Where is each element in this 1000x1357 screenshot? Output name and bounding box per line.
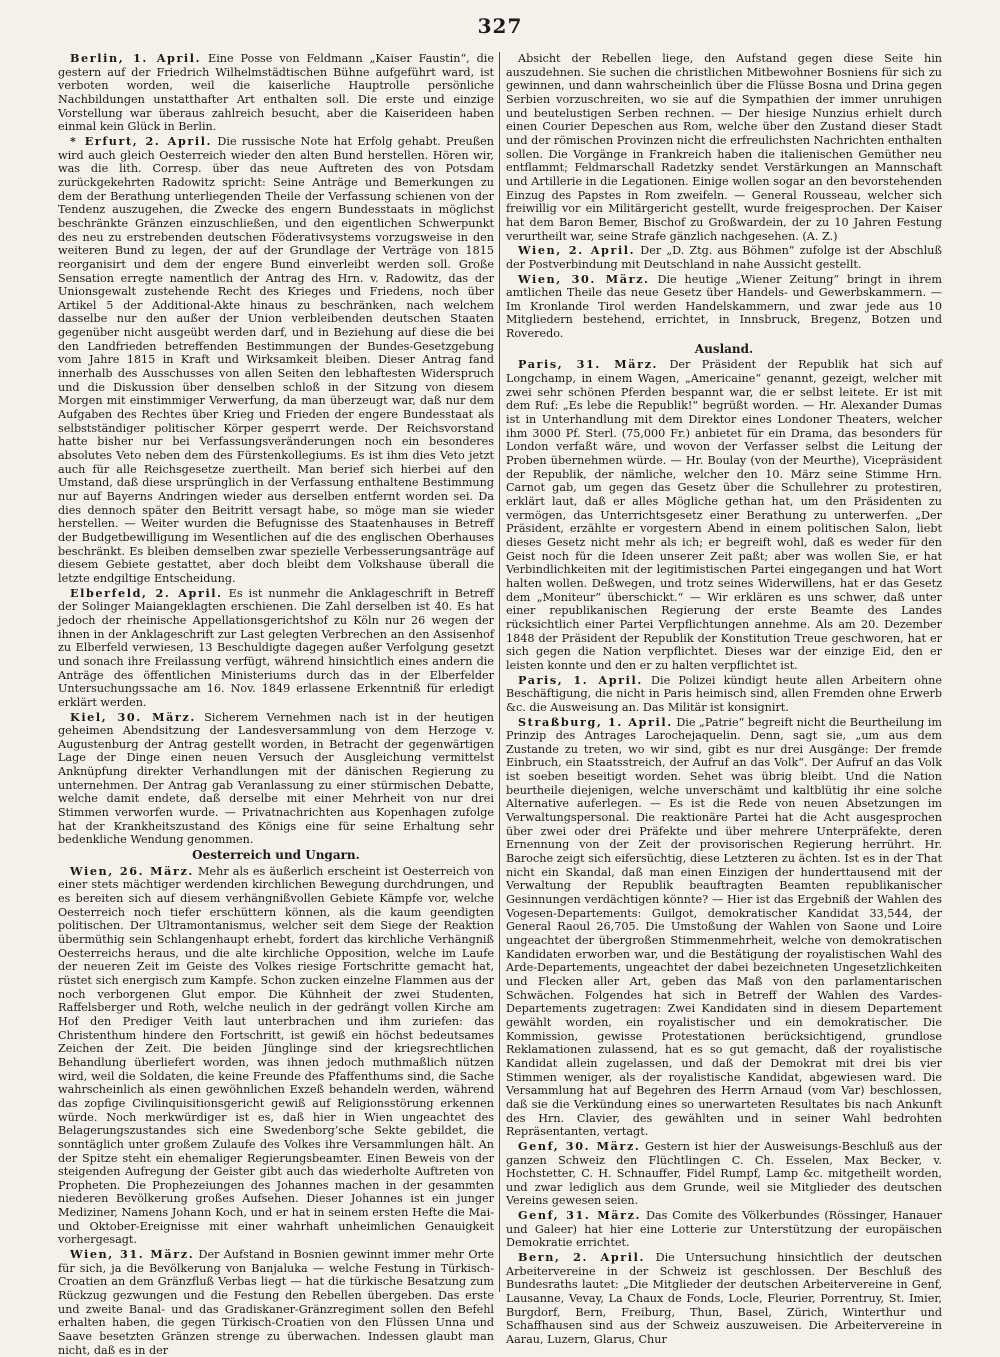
article-dateline: Paris, 31. März. [518, 357, 659, 372]
article [58, 711, 494, 848]
article [506, 674, 942, 715]
article-dateline: * Erfurt, 2. April. [70, 133, 213, 148]
article-text: Der „D. Ztg. aus Böhmen“ zufolge ist der Abschluß der Postverbindung mit Deutschland in nahe Aussicht gestellt. [506, 244, 942, 271]
article-dateline: Berlin, 1. April. [70, 51, 202, 65]
article [506, 273, 942, 341]
left-column [58, 51, 495, 1357]
article-text: Die russische Note hat Erfolg gehabt. Preußen wird auch gleich Oesterreich wieder den alten Bund herstellen. Hören wir, was die lith. Corresp. über das neue Auftreten des von Potsdam zurückgekehrten Radowitz spricht: Seine Anträge und Bemerkungen zu dem der Berathung unterliegenden Theile der Verfassung schienen von der Tendenz auszugehen, die Zwecke des engern Bundesstaats in möglichst beschränkte Gränzen einzuschließen, und den eigentlichen Schwerpunkt des neu zu erstrebenden deutschen Föderativsystems vorzugsweise in den weiteren Bund zu legen, der auf der Grundlage der Verträge von 1815 reorganisirt und dem der engere Bund einverleibt werden soll. Große Sensation erregte namentlich der Antrag des Hrn. v. Radowitz, das der Unionsgewalt zustehende Recht des Krieges und Friedens, noch über Artikel 5 der Additional-Akte hinaus zu beschränken, nach welchem dasselbe nur den außer der Union verbleibenden deutschen Staaten gegenüber nicht ausgeübt werden darf, und in Beziehung auf diese die bei den Landfrieden betreffenden Bestimmungen der Bundes-Gesetzgebung vom Jahre 1815 in Kraft und Wirksamkeit bleiben. Dieser Antrag fand innerhalb des Ausschusses von allen Seiten den lebhaftesten Widerspruch und die Diskussion über denselben schloß in der Sitzung von diesem Morgen mit einstimmiger Verwerfung, da man überzeugt war, daß nur dem Aufgaben des Rechtes über Krieg und Frieden der engere Bundesstaat als selbstständiger politischer Körper gesperrt werde. Der Reichsvorstand hatte bisher nur bei Verfassungsveränderungen noch ein besonderes absolutes Veto neben dem des Fürstenkollegiums. Es ist ihm dies Veto jetzt auch für alle Reichsgesetze zuertheilt. Man berief sich hierbei auf den Umstand, daß diese ursprünglich in der Verfassung enthaltene Bestimmung nur auf Bayerns Andringen wieder aus derselben entfernt worden sei. Da dies dennoch später den Beitritt versagt habe, so möge man sie wieder herstellen. — Weiter wurden die Befugnisse des Staatenhauses in Betreff der Budgetbewilligung im Wesentlichen auf die des englischen Oberhauses beschränkt. Es bleiben demselben zwar spezielle Verbesserungsanträge auf diesem Gebiete gestattet, aber doch bleibt dem Volkshause überall die letzte endgiltige Entscheidung. [58, 134, 495, 585]
article [58, 1248, 494, 1357]
article-dateline: Wien, 31. März. [70, 1247, 195, 1262]
article [506, 358, 942, 672]
article-dateline: Genf, 31. März. [518, 1208, 642, 1223]
page-number: 327 [477, 14, 523, 38]
article-text: Sicherem Vernehmen nach ist in der heutigen geheimen Abendsitzung der Landesversammlung von dem Herzoge v. Augustenburg der Antrag gestellt worden, in Betracht der gegenwärtigen Lage der Dinge einen neuen Versuch der Ausgleichung vermittelst Anknüpfung direkter Verhandlungen mit der dänischen Regierung zu unternehmen. Der Antrag gab Veranlassung zu einer stürmischen Debatte, welche damit endete, daß derselbe mit einer Mehrheit von nur drei Stimmen verworfen wurde. — Privatnachrichten aus Kopenhagen zufolge hat der Krankheitszustand des Königs eine für seine Erhaltung sehr bedenkliche Wendung genommen. [58, 710, 495, 847]
article-text: Absicht der Rebellen liege, den Aufstand gegen diese Seite hin auszudehnen. Sie suchen die christlichen Mitbewohner Bosniens für sich zu gewinnen, und dann wahrscheinlich über die Flüsse Bosna und Drina gegen Serbien vorzuschreiten, wo sie auf die Sympathien der immer unruhigen und beutelustigen Serben rechnen. — Der hiesige Nunzius erhielt durch einen Courier Depeschen aus Rom, welche über den Zustand dieser Stadt und der römischen Provinzen nicht die erfreulichsten Nachrichten enthalten sollen. Die Vorgänge in Frankreich haben die italienischen Gemüther neu entflammt; Feldmarschall Radetzky sendet Verstärkungen an Mannschaft und Artillerie in die Legationen. Einige wollen sogar an den bevorstehenden Einzug des Papstes in Rom zweifeln. — General Rousseau, welcher sich freiwillig vor ein Militärgericht gestellt, wurde freigesprochen. Der Kaiser hat dem Baron Bemer, Bischof zu Großwardein, der zu 10 Jahren Festung verurtheilt war, seine Strafe gänzlich nachgesehen. (A. Z.) [506, 52, 942, 243]
article-text: Gestern ist hier der Ausweisungs-Beschluß aus der ganzen Schweiz den Flüchtlingen C. Ch. Esselen, Max Becker, v. Hochstetter, C. H. Schnauffer, Fidel Rumpf, Lamp &c. mitgetheilt worden, und zwar lediglich aus dem Grunde, weil sie Mitglieder des deutschen Vereins gewesen seien. [506, 1139, 943, 1208]
section-heading: Oesterreich und Ungarn. [192, 848, 360, 863]
article-dateline: Straßburg, 1. April. [518, 714, 673, 729]
article-dateline: Wien, 2. April. [518, 243, 636, 258]
article-text: Die „Patrie“ begreift nicht die Beurtheilung im Prinzip des Antrages Larochejaquelin. Denn, sagt sie, „um aus dem Zustande zu treten, wo wir sind, gibt es nur drei Ausgänge: Der fremde Einbruch, ein Staatsstreich, der Aufruf an das Volk“. Der Aufruf an das Volk ist soeben beseitigt worden. Sehet was übrig bleibt. Und die Nation beurtheile diejenigen, welche unverschämt und kaltblütig ihr eine solche Alternative auferlegen. — Es ist die Rede von neuen Absetzungen im Verwaltungspersonal. Die reaktionäre Partei hat die Acht ausgesprochen über zwei oder drei Präfekte und über mehrere Unterpräfekte, deren Ernennung von der Zeit der provisorischen Regierung herrührt. Hr. Baroche zeigt sich eifersüchtig, diese Letzteren zu ächten. Ist es in der That nicht ein Skandal, daß man einen Einzigen der hunderttausend mit der Verwaltung der Republik beauftragten Beamten republikanischer Gesinnungen verdächtigen könnte? — Hier ist das Ergebniß der Wahlen des Vogesen-Departements: Guilgot, demokratischer Kandidat 33,544, der General Raoul 26,705. Die Umstoßung der Wahlen von Saone und Loire ungeachtet der übergroßen Stimmenmehrheit, welche von demokratischen Kandidaten erworben war, und die Bestätigung der royalistischen Wahl des Arde-Departements, ungeachtet der dabei bezeichneten Ungesetzlichkeiten und Flecken aller Art, geben das Maß von den parlamentarischen Schwächen. Folgendes hat sich in Betreff der Wahlen des Vardes-Departements zugetragen: Zwei Kandidaten sind in diesem Departement gewählt worden, ein royalistischer und ein demokratischer. Die Kommission, gewisse Protestationen berücksichtigend, grundlose Reklamationen zulassend, hat es so gut gemacht, daß der royalistische Kandidat allein zugelassen, und daß der Demokrat mit drei bis vier Stimmen weniger, als der royalistische Kandidat, abgewiesen ward. Die Versammlung hat auf Begehren des Herrn Arnaud (vom Var) beschlossen, daß sie die Verkündung eines so unerwarteten Resultates bis nach Ankunft des Hrn. Clavier, des gewählten und in seiner Wahl bedrohten Repräsentanten, vertagt. [506, 715, 943, 1139]
article-dateline: Kiel, 30. März. [70, 709, 196, 724]
article [506, 1209, 942, 1250]
article-text: Der Aufstand in Bosnien gewinnt immer mehr Orte für sich, ja die Bevölkerung von Banjaluka — welche Festung in Türkisch-Croatien an dem Gränzfluß Verbas liegt — hat die türkische Besatzung zum Rückzug gezwungen und die Festung den Rebellen übergeben. Das erste und zweite Banal- und das Gradiskaner-Gränzregiment sollen den Befehl erhalten haben, die gegen Türkisch-Croatien von den Flüssen Unna und Saave besetzten Gränzen strenge zu überwachen. Indessen glaubt man nicht, daß es in der [58, 1248, 495, 1357]
article-text: Das Comite des Völkerbundes (Rössinger, Hanauer und Galeer) hat hier eine Lotterie zur Unterstützung der europäischen Demokratie errichtet. [506, 1209, 942, 1250]
article [506, 244, 942, 271]
article-text: Die heutige „Wiener Zeitung“ bringt in ihrem amtlichen Theile das neue Gesetz über Handels- und Gewerbskammern. — Im Kronlande Tirol werden Handelskammern, und zwar jede aus 10 Mitgliedern bestehend, errichtet, in Innsbruck, Bregenz, Botzen und Roveredo. [506, 272, 942, 341]
article-text: Es ist nunmehr die Anklageschrift in Betreff der Solinger Maiangeklagten erschienen. Die Zahl derselben ist 40. Es hat jedoch der rheinische Appellationsgerichtshof zu Köln nur 26 wegen der ihnen in der Anklageschrift zur Last gelegten Verbrechen an den Assisenhof zu Elberfeld verwiesen, 13 Beschuldigte dagegen außer Verfolgung gesetzt und sonach ihre Freilassung verfügt, während hinsichtlich eines andern die Anträge des öffentlichen Ministeriums durch das in der Elberfelder Untersuchungssache am 16. Nov. 1849 erlassene Erkenntniß für erledigt erklärt werden. [58, 586, 494, 709]
article [506, 716, 942, 1139]
right-column [506, 52, 943, 1347]
article [58, 52, 494, 134]
article [506, 1140, 942, 1208]
section-heading: Ausland. [694, 341, 754, 356]
article-text: Eine Posse von Feldmann „Kaiser Faustin“, die gestern auf der Friedrich Wilhelmstädtischen Bühne aufgeführt ward, ist verboten worden, weil die kaiserliche Hauptrolle persönliche Nachbildungen unstatthafter Art enthalten soll. Die erste und einzige Vorstellung war überaus zahlreich besucht, aber die Kaiserideen haben einmal kein Glück in Berlin. [58, 52, 494, 134]
article-dateline: Paris, 1. April. [518, 672, 643, 687]
article-dateline: Wien, 30. März. [518, 271, 650, 286]
article [58, 587, 494, 710]
article [506, 52, 942, 243]
article-text: Mehr als es äußerlich erscheint ist Oesterreich von einer stets mächtiger werdenden kirchlichen Bewegung durchdrungen, und es bereiten sich auf diesem verhängnißvollen Gebiete Kämpfe vor, welche Oesterreich noch tiefer erschüttern können, als die kaum geendigten politischen. Der Ultramontanismus, welcher seit dem Siege der Reaktion übermüthig sein Schlangenhaupt erhebt, fordert das kirchliche Verhängniß Oesterreichs heraus, und die alte kirchliche Opposition, welche im Laufe der neueren Zeit im Geiste des Volkes riesige Fortschritte gemacht hat, rüstet sich energisch zum Kampfe. Schon zucken einzelne Flammen aus der noch verborgenen Glut empor. Die Kühnheit der zwei Studenten, Raffelsberger und Roth, welche neulich in der gedrängt vollen Kirche am Hof den Prediger Veith laut unterbrachen und ihm zuriefen: das Christenthum hindere den Fortschritt, ist gewiß ein höchst bedeutsames Zeichen der Zeit. Die beiden Jünglinge sind der kriegsrechtlichen Behandlung überliefert worden, was ihnen jedoch muthmaßlich nützen wird, weil die Soldaten, die keine Freunde des Pfaffenthums sind, die Sache wahrscheinlich als einen gewöhnlichen Exzeß behandeln werden, während das zopfige Civilinquisitionsgericht gewiß auf Religionsstörung erkennen würde. Noch merkwürdiger ist es, daß hier in Wien ungeachtet des Belagerungszustandes sich eine Swedenborg’sche Sekte gebildet, die sonntäglich unter großem Zulaufe des Volkes ihre Versammlungen hält. An der Spitze steht ein ehemaliger Regierungsbeamter. Einen Beweis von der steigenden Aufregung der Geister gibt auch das wiederholte Auftreten von Propheten. Die Prophezeiungen des Johannes machen in der gesammten niederen Bevölkerung großes Aufsehen. Dieser Johannes ist ein junger Mediziner, Namens Johann Koch, und er hat in seinem ersten Hefte die Mai- und Oktober-Ereignisse mit einer wahrhaft unheimlichen Genauigkeit vorhergesagt. [58, 864, 494, 1247]
article [506, 1251, 942, 1347]
article [58, 135, 494, 586]
article-dateline: Bern, 2. April. [518, 1250, 645, 1265]
article-dateline: Wien, 26. März. [70, 863, 194, 878]
article-dateline: Genf, 30. März. [518, 1138, 641, 1153]
article-dateline: Elberfeld, 2. April. [70, 585, 223, 600]
article [58, 865, 494, 1247]
article-text: Der Präsident der Republik hat sich auf Longchamp, in einem Wagen, „Americaine“ genannt, gezeigt, welcher mit zwei sehr schönen Pferden bespannt war, die er selbst leitete. Er ist mit dem Ruf: „Es lebe die Republik!“ begrüßt worden. — Hr. Alexander Dumas ist in Unterhandlung mit dem Direktor eines Londoner Theaters, welcher ihm 3000 Pf. Sterl. (75,000 Fr.) anbietet für ein Drama, das besonders für London verfaßt wäre, und wovon der Verfasser selbst die Leitung der Proben übernehmen würde. — Hr. Boulay (von der Meurthe), Vicepräsident der Republik, der nämliche, welcher den 10. März seine Stimme Hrn. Carnot gab, um gegen das Gesetz über die Schullehrer zu protestiren, erklärt laut, daß er alles Mögliche gethan hat, um den Präsidenten zu vermögen, das Unterrichtsgesetz einer Berathung zu unterwerfen. „Der Präsident, erzählte er vorgestern Abend in einem politischen Salon, liebt dieses Gesetz nicht mehr als ich; er begreift wohl, daß es weder für den Geist noch für die Ideen unserer Zeit paßt; aber was wollen Sie, er hat Verbindlichkeiten mit der legitimistischen Partei eingegangen und hat Wort halten wollen. Deßwegen, und trotz seines Widerwillens, hat er das Gesetz dem „Moniteur“ überschickt.“ — Wir erklären es uns schwer, daß unter einer republikanischen Regierung der erste Beamte des Landes rücksichtlich einer Partei Verpflichtungen annehme. Als am 20. Dezember 1848 der Präsident der Republik der Konstitution Treue geschworen, hat er sich gegen die Nation verpflichtet. Dieses war der einzige Eid, den er leisten konnte und den er zu halten verpflichtet ist. [506, 358, 942, 672]
article-text: Die Polizei kündigt heute allen Arbeitern ohne Beschäftigung, die nicht in Paris heimisch sind, allen Fremden ohne Erwerb &c. die Ausweisung an. Das Militär ist konsignirt. [506, 673, 942, 714]
article-text: Die Untersuchung hinsichtlich der deutschen Arbeitervereine in der Schweiz ist geschlossen. Der Beschluß des Bundesraths lautet: „Die Mitglieder der deutschen Arbeitervereine in Genf, Lausanne, Vevay, La Chaux de Fonds, Locle, Fleurier, Porrentruy, St. Imier, Burgdorf, Bern, Freiburg, Thun, Basel, Zürich, Winterthur und Schaffhausen sind aus der Schweiz auszuweisen. Die Arbeitervereine in Aarau, Luzern, Glarus, Chur [506, 1251, 942, 1347]
column-divider [499, 52, 500, 1292]
